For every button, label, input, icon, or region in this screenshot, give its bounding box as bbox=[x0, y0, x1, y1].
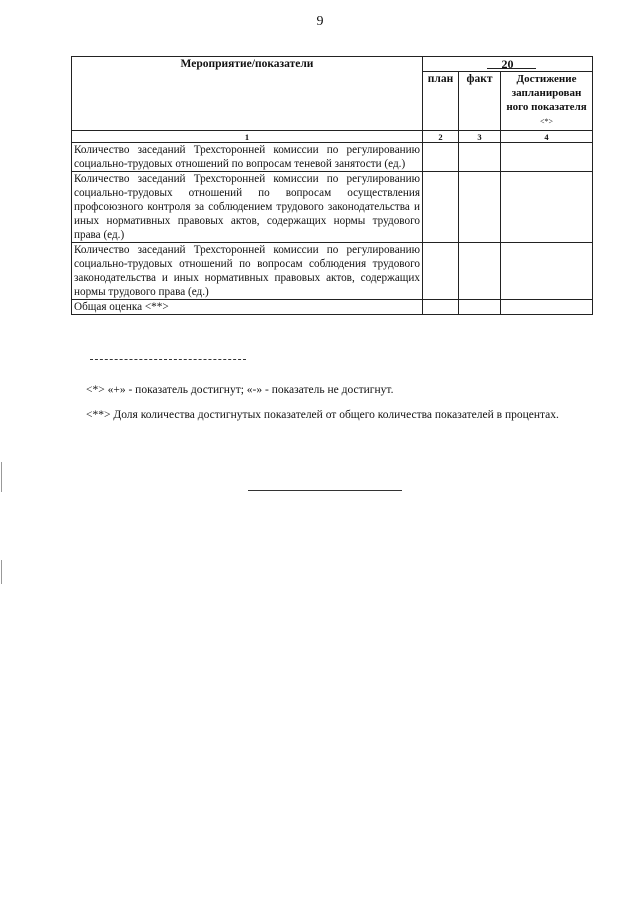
achievement-cell bbox=[501, 300, 593, 315]
plan-cell bbox=[423, 172, 459, 243]
column-number: 2 bbox=[423, 131, 459, 143]
header-achievement bbox=[501, 72, 593, 131]
table-row bbox=[72, 243, 593, 300]
indicators-table bbox=[71, 56, 593, 315]
column-number: 4 bbox=[501, 131, 593, 143]
header-plan: план bbox=[423, 72, 459, 131]
achievement-cell bbox=[501, 143, 593, 172]
scan-margin-mark bbox=[1, 560, 2, 584]
header-year bbox=[423, 57, 593, 72]
column-number: 1 bbox=[72, 131, 423, 143]
page-number: 9 bbox=[316, 14, 324, 29]
plan-cell bbox=[423, 143, 459, 172]
fact-cell bbox=[459, 172, 501, 243]
indicator-cell: Количество заседаний Трехсторонней комиссии по регулированию социально-трудовых отношений по вопросам осуществления профсоюзного контроля за соблюдением трудового законодательства и иных нормативных правовых актов, содержащих нормы трудового права (ед.) bbox=[72, 172, 423, 243]
achievement-cell bbox=[501, 172, 593, 243]
indicator-cell: Количество заседаний Трехсторонней комиссии по регулированию социально-трудовых отношений по вопросам соблюдения трудового законодательства и иных нормативных правовых актов, содержащих нормы трудового права (ед.) bbox=[72, 243, 423, 300]
column-number: 3 bbox=[459, 131, 501, 143]
header-achievement-note: <*> bbox=[540, 117, 554, 126]
fact-cell bbox=[459, 300, 501, 315]
fact-cell bbox=[459, 143, 501, 172]
footnote: <*> «+» - показатель достигнут; «-» - показатель не достигнут. bbox=[86, 384, 394, 396]
achievement-cell bbox=[501, 243, 593, 300]
plan-cell bbox=[423, 300, 459, 315]
header-fact: факт bbox=[459, 72, 501, 131]
table-row bbox=[72, 172, 593, 243]
fact-cell bbox=[459, 243, 501, 300]
footnote: <**> Доля количества достигнутых показателей от общего количества показателей в процентах. bbox=[86, 409, 559, 421]
column-numbers-row bbox=[72, 131, 593, 143]
year-value: 20 bbox=[501, 57, 514, 71]
plan-cell bbox=[423, 243, 459, 300]
end-line bbox=[248, 490, 402, 491]
header-achievement-label: Достижение запланирован ного показателя bbox=[506, 73, 587, 113]
total-row bbox=[72, 300, 593, 315]
footnote-separator bbox=[90, 359, 246, 360]
table-row bbox=[72, 143, 593, 172]
scan-margin-mark bbox=[1, 462, 2, 492]
indicator-cell: Количество заседаний Трехсторонней комиссии по регулированию социально-трудовых отношений по вопросам теневой занятости (ед.) bbox=[72, 143, 423, 172]
year-underline bbox=[487, 68, 536, 69]
header-indicators: Мероприятие/показатели bbox=[72, 57, 423, 131]
total-label: Общая оценка <**> bbox=[72, 300, 423, 315]
